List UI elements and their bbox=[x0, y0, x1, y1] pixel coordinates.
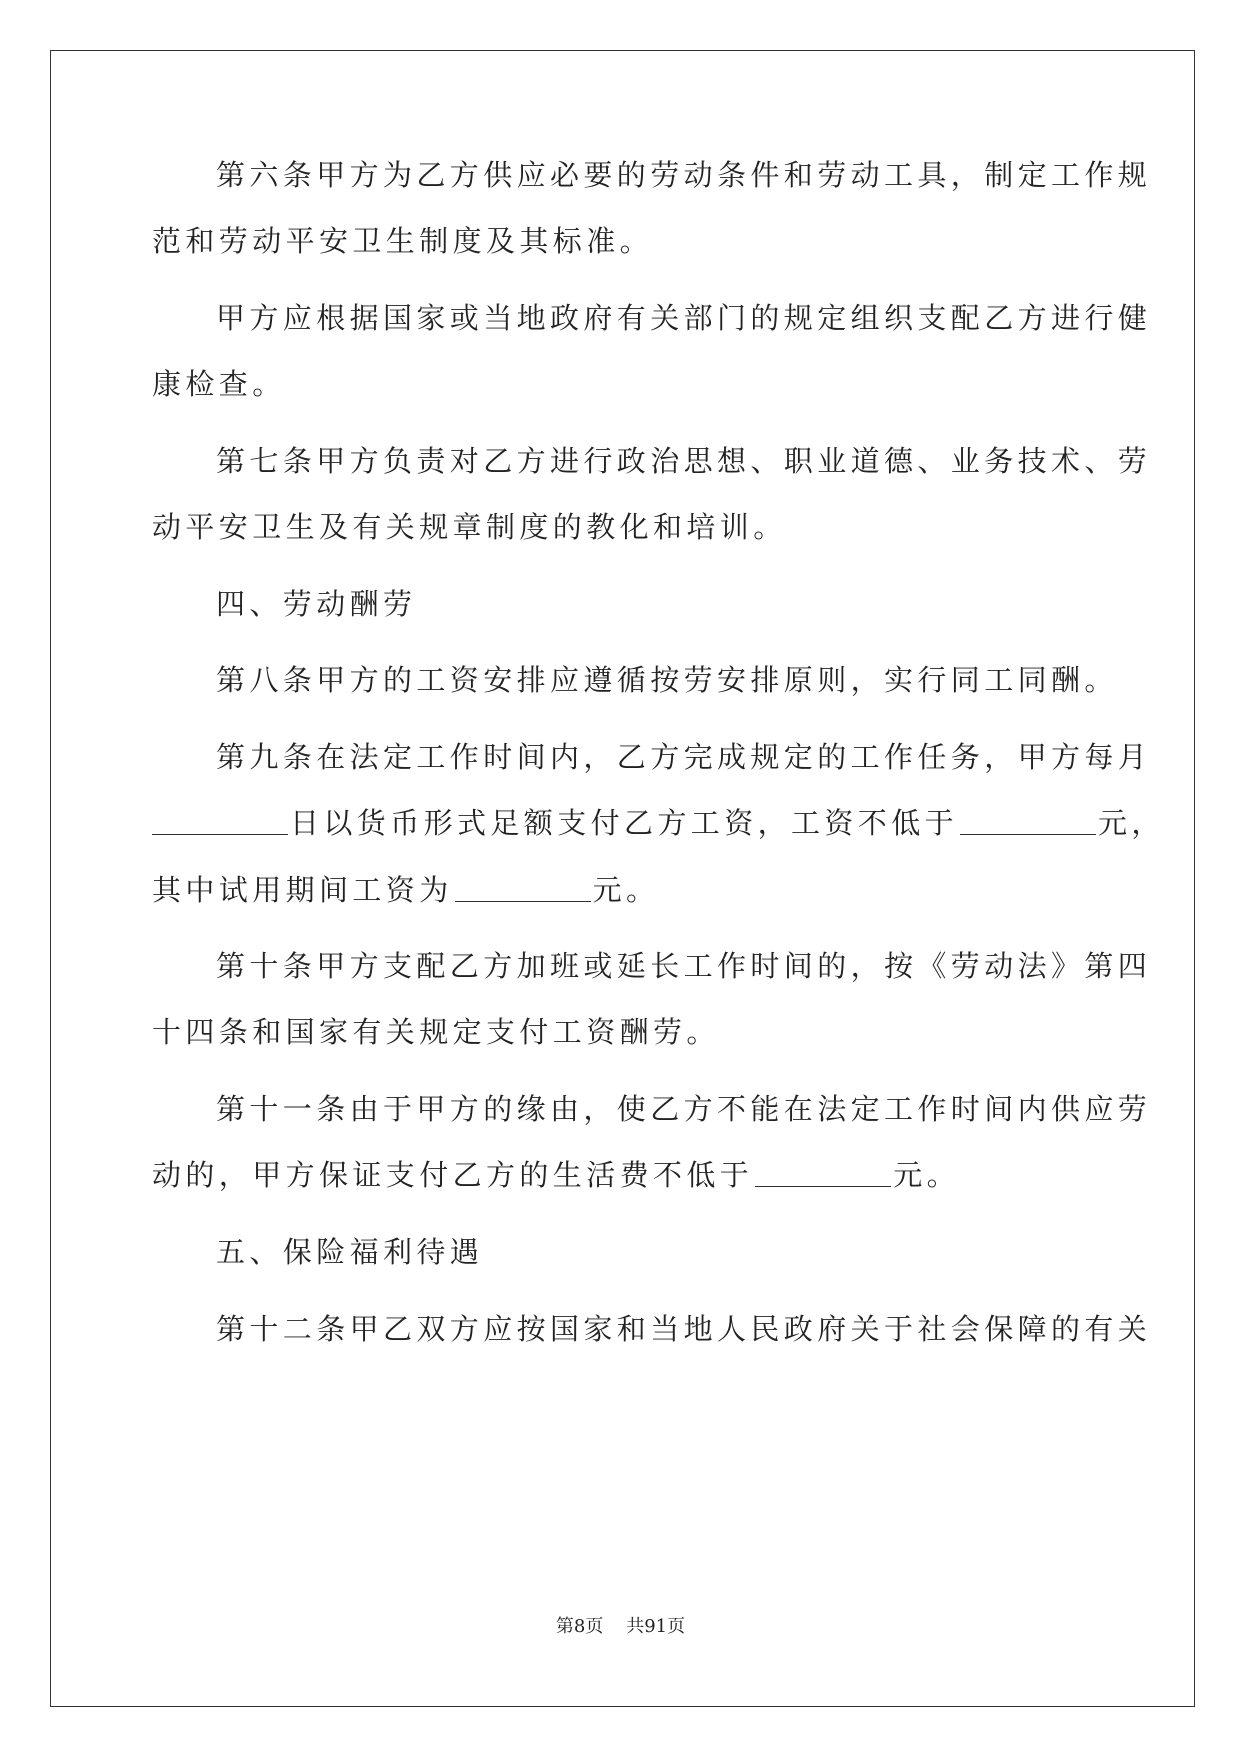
section-4-heading: 四、劳动酬劳 bbox=[216, 587, 417, 621]
article-6-line-1: 第六条甲方为乙方供应必要的劳动条件和劳动工具，制定工作规 bbox=[216, 158, 1152, 192]
article-8-line: 第八条甲方的工资安排应遵循按劳安排原则，实行同工同酬。 bbox=[216, 663, 1118, 697]
trial-wage-blank[interactable] bbox=[455, 875, 591, 902]
article-7-line-1: 第七条甲方负责对乙方进行政治思想、职业道德、业务技术、劳 bbox=[216, 444, 1152, 478]
article-9-line-1: 第九条在法定工作时间内，乙方完成规定的工作任务，甲方每月 bbox=[216, 740, 1152, 774]
trial-text-2: 元。 bbox=[592, 873, 660, 907]
article-10-line-2: 十四条和国家有关规定支付工资酬劳。 bbox=[152, 1015, 720, 1049]
article-12-line-1: 第十二条甲乙双方应按国家和当地人民政府关于社会保障的有关 bbox=[216, 1312, 1152, 1346]
article-7-line-2: 动平安卫生及有关规章制度的教化和培训。 bbox=[152, 510, 787, 544]
trial-text-1: 其中试用期间工资为 bbox=[152, 873, 453, 907]
wage-text-1: 日以货币形式足额支付乙方工资，工资不低于 bbox=[290, 806, 959, 840]
living-text-1: 动的，甲方保证支付乙方的生活费不低于 bbox=[152, 1158, 754, 1192]
living-cost-blank[interactable] bbox=[755, 1160, 891, 1187]
wage-text-2: 元， bbox=[1098, 806, 1165, 840]
living-text-2: 元。 bbox=[893, 1158, 961, 1192]
page-total: 共91页 bbox=[626, 1616, 686, 1637]
health-check-line-1: 甲方应根据国家或当地政府有关部门的规定组织支配乙方进行健 bbox=[216, 301, 1152, 335]
section-5-heading: 五、保险福利待遇 bbox=[216, 1235, 484, 1269]
min-wage-blank[interactable] bbox=[960, 808, 1096, 835]
article-11-line-1: 第十一条由于甲方的缘由，使乙方不能在法定工作时间内供应劳 bbox=[216, 1092, 1152, 1126]
article-10-line-1: 第十条甲方支配乙方加班或延长工作时间的，按《劳动法》第四 bbox=[216, 949, 1152, 983]
article-9-line-3 bbox=[152, 870, 659, 910]
article-6-line-2: 范和劳动平安卫生制度及其标准。 bbox=[152, 224, 654, 258]
article-11-line-2 bbox=[152, 1155, 960, 1195]
payday-blank[interactable] bbox=[152, 808, 288, 835]
article-9-line-2 bbox=[152, 803, 1165, 843]
health-check-line-2: 康检查。 bbox=[152, 367, 286, 401]
page-number: 第8页 bbox=[555, 1616, 604, 1637]
page-footer bbox=[0, 1612, 1241, 1638]
